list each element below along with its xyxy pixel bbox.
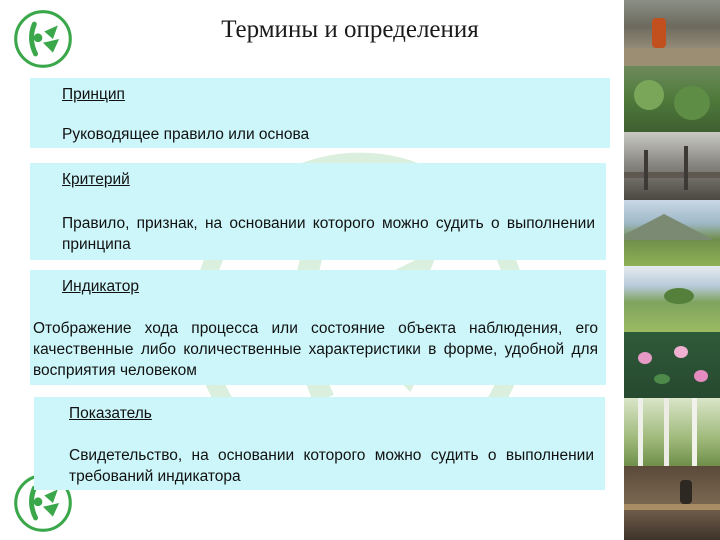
term-label: Критерий — [62, 171, 130, 188]
term-label: Принцип — [62, 86, 125, 103]
photo-strip — [624, 0, 720, 540]
water-lilies-photo — [624, 332, 720, 398]
workshop-photo — [624, 466, 720, 540]
organization-logo-icon — [12, 8, 74, 70]
term-card-measure — [34, 397, 605, 490]
term-definition: Руководящее правило или основа — [62, 126, 310, 143]
term-card-criterion — [30, 163, 606, 260]
mountain-valley-photo — [624, 200, 720, 266]
term-label: Показатель — [69, 405, 152, 422]
term-definition: Отображение хода процесса или состояние объекта наблюдения, его качественные либо количественные характеристики в форме, удобной для восприятия человеком — [33, 320, 598, 379]
term-definition: Свидетельство, на основании которого можно судить о выполнении требований индикатора — [69, 447, 594, 485]
birch-forest-photo — [624, 398, 720, 466]
term-definition: Правило, признак, на основании которого можно судить о выполнении принципа — [62, 215, 595, 253]
term-card-principle — [30, 78, 610, 148]
term-card-indicator — [30, 270, 606, 385]
meadow-photo — [624, 266, 720, 332]
sawmill-photo — [624, 132, 720, 200]
term-label: Индикатор — [62, 278, 139, 295]
green-shrubs-photo — [624, 66, 720, 132]
page-title: Термины и определения — [221, 16, 479, 43]
logging-workers-photo — [624, 0, 720, 66]
